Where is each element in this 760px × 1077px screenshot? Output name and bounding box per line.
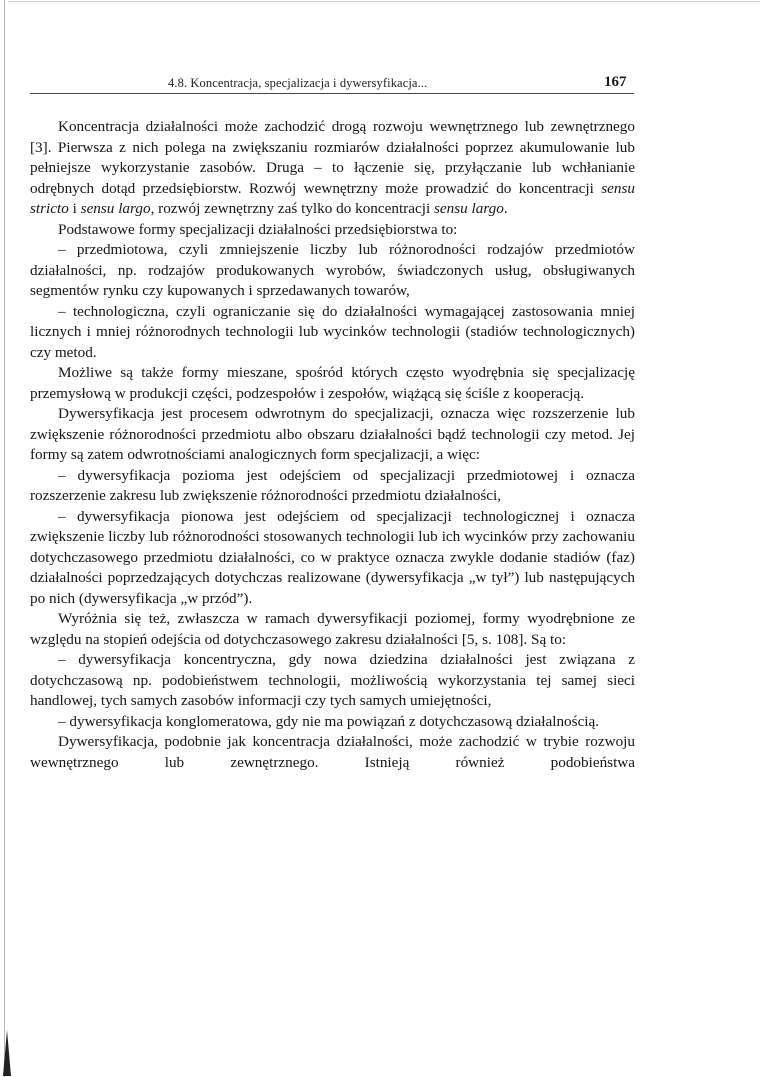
list-item-horizontal: – dywersyfikacja pozioma jest odejściem od specjalizacji przedmiotowej i oznacza rozszerzenie zakresu lub zwiększenie różnorodności przedmiotu działalności, xyxy=(30,466,635,504)
term-sensu-stricto: sensu stricto xyxy=(30,179,635,217)
scan-top-edge xyxy=(8,1,760,2)
paragraph-concentration: Koncentracja działalności może zachodzić drogą rozwoju wewnętrznego lub zewnętrznego [3]. Pierwsza z nich polega na zwiększaniu rozmiarów działalności poprzez akumulowanie lub pełniejsze wykorzystanie zasobów. Druga – to łączenie się, przyłączanie lub wchłanianie odrębnych dotąd przedsiębiorstw. Rozwój wewnętrzny może prowadzić do koncentracji sensu stricto i sensu largo, rozwój zewnętrzny zaś tylko do koncentracji sensu largo. xyxy=(30,118,635,217)
paragraph-diversification: Dywersyfikacja jest procesem odwrotnym do specjalizacji, oznacza więc rozszerzenie lub zwiększenie różnorodności przedmiotu albo obszaru działalności bądź technologii czy metod. Jej formy są zatem odwrotnościami analogicznych form specjalizacji, a więc: xyxy=(30,405,635,463)
paragraph-specialization-intro: Podstawowe formy specjalizacji działalności przedsiębiorstwa to: xyxy=(58,220,458,238)
term-sensu-largo: sensu largo xyxy=(80,200,151,217)
running-head: 4.8. Koncentracja, specjalizacja i dywersyfikacja... xyxy=(168,76,428,90)
paragraph-closing: Dywersyfikacja, podobnie jak koncentracja działalności, może zachodzić w trybie rozwoju wewnętrznego lub zewnętrznego. Istnieją również podobieństwa xyxy=(30,733,635,771)
header-rule xyxy=(30,93,634,94)
page-text xyxy=(30,117,635,773)
term-sensu-largo-2: sensu largo xyxy=(433,200,504,217)
list-item-concentric: – dywersyfikacja koncentryczna, gdy nowa dziedzina działalności jest związana z dotychczasową np. podobieństwem technologii, możliwością wykorzystania tej samej sieci handlowej, tych samych zasobów informacji czy tych samych umiejętności, xyxy=(30,651,635,709)
list-item-subject: – przedmiotowa, czyli zmniejszenie liczby lub różnorodności rodzajów przedmiotów działalności, np. rodzajów produkowanych wyrobów, świadczonych usług, obsługiwanych segmentów rynku czy kupowanych i sprzedawanych towarów, xyxy=(30,241,635,299)
scan-margin-mark xyxy=(3,1030,11,1076)
scan-edge xyxy=(4,0,5,1077)
list-item-technological: – technologiczna, czyli ograniczanie się do działalności wymagającej zastosowania mniej licznych i mniej różnorodnych technologii lub wycinków technologii (stadiów technologicznych) czy metod. xyxy=(30,302,635,361)
paragraph-forms: Wyróżnia się też, zwłaszcza w ramach dywersyfikacji poziomej, formy wyodrębnione ze względu na stopień odejścia od dotychczasowego zakresu działalności [5, s. 108]. Są to: xyxy=(30,610,635,648)
page-number: 167 xyxy=(604,74,627,90)
list-item-vertical: – dywersyfikacja pionowa jest odejściem od specjalizacji technologicznej i oznacza zwiększenie liczby lub różnorodności stosowanych technologii lub ich wycinków przy zachowaniu dotychczasowego przedmiotu działalności, co w praktyce oznacza zwykle dodanie stadiów (faz) działalności poprzedzających dotychczas realizowane (dywersyfikacja „w tył”) lub następujących po nich (dywersyfikacja „w przód”). xyxy=(30,507,635,607)
paragraph-mixed-forms: Możliwe są także formy mieszane, spośród których często wyodrębnia się specjalizację przemysłową w produkcji części, podzespołów i zespołów, wiążącą się ściśle z kooperacją. xyxy=(30,364,635,402)
list-item-conglomerate: – dywersyfikacja konglomeratowa, gdy nie ma powiązań z dotychczasową działalnością. xyxy=(58,712,600,730)
